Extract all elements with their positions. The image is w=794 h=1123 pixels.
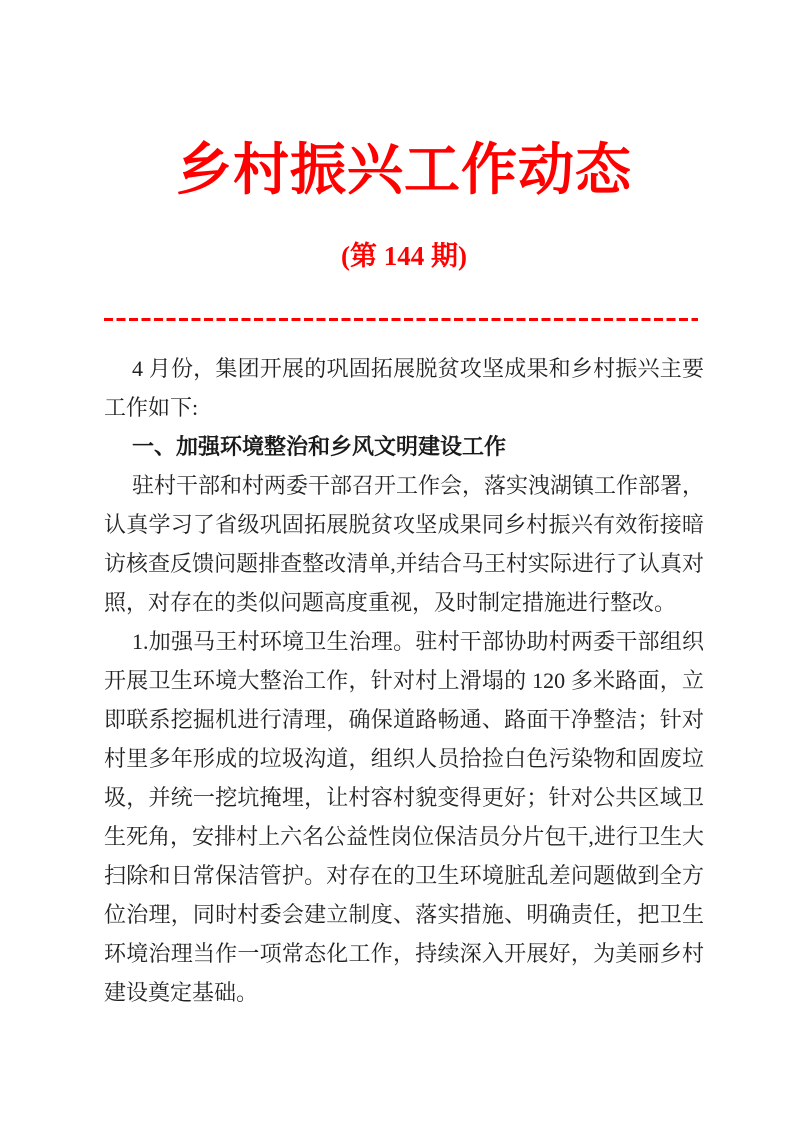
issue-number: (第 144 期) xyxy=(341,241,467,271)
section1-paragraph-2: 1.加强马王村环境卫生治理。驻村干部协助村两委干部组织开展卫生环境大整治工作，针对村上滑塌的 120 多米路面，立即联系挖掘机进行清理，确保道路畅通、路面干净整洁；针对村里多年形成的垃圾沟道，组织人员拾捡白色污染物和固废垃圾，并统一挖坑掩埋，让村容村貌变得更好；针对公共区域卫生死角，安排村上六名公益性岗位保洁员分片包干,进行卫生大扫除和日常保洁管护。对存在的卫生环境脏乱差问题做到全方位治理，同时村委会建立制度、落实措施、明确责任，把卫生环境治理当作一项常态化工作，持续深入开展好，为美丽乡村建设奠定基础。 xyxy=(104,629,704,1005)
section1-paragraph-1: 驻村干部和村两委干部召开工作会，落实洩湖镇工作部署，认真学习了省级巩固拓展脱贫攻坚成果同乡村振兴有效衔接暗访核查反馈问题排查整改清单,并结合马王村实际进行了认真对照，对存在的类似问题高度重视，及时制定措施进行整改。 xyxy=(104,473,705,615)
section-heading-1: 一、加强环境整治和乡风文明建设工作 xyxy=(132,434,507,459)
document-title: 乡村振兴工作动态 xyxy=(176,140,632,202)
red-dashed-divider xyxy=(104,318,698,321)
intro-paragraph: 4 月份，集团开展的巩固拓展脱贫攻坚成果和乡村振兴主要工作如下: xyxy=(104,356,704,420)
